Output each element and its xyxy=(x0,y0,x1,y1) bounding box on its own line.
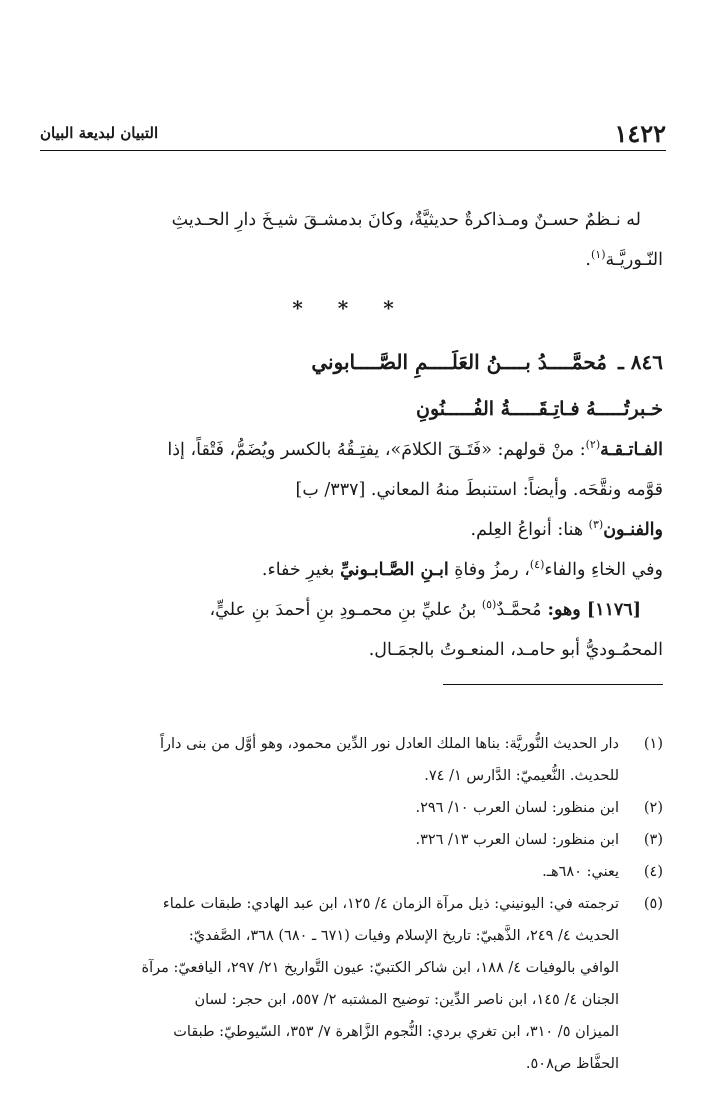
footnote-line: الحديث ٤/ ٢٤٩، الذَّهبيّ: تاريخ الإسلام وفيات (٦٧١ ـ ٦٨٠) ٣٦٨، الصَّفديّ: xyxy=(188,928,619,944)
biography-number: [١١٧٦] xyxy=(586,600,641,620)
footnote-line: ابن منظور: لسان العرب ١٠/ ٢٩٦. xyxy=(415,800,619,816)
footnote-line: يعني: ٦٨٠هـ. xyxy=(542,864,619,880)
footnote xyxy=(37,728,663,792)
footnote-line: دار الحديث النُّوريَّة: بناها الملك العادل نور الدِّين محمود، وهو أوَّل من بنى داراً xyxy=(159,736,619,752)
footnote-line: الوافي بالوفيات ٤/ ١٨٨، ابن شاكر الكتبيّ: عيون التَّواريخ ٢١/ ٢٩٧، اليافعيّ: مرآة xyxy=(141,960,619,976)
footnote-ref[interactable]: (٢) xyxy=(585,438,601,452)
biography-name: مُحمَّـدٌ xyxy=(496,600,542,620)
khaa-paragraph: وفي الخاءِ والفاء$^{(٤)}$، رمزُ وفاةِ ابـنِ الصَّـابـونيِّ بغيرِ خفاء. xyxy=(261,558,663,580)
footnote-line: ابن منظور: لسان العرب ١٣/ ٣٢٦. xyxy=(415,832,619,848)
footnotes xyxy=(37,728,663,1080)
footnote xyxy=(37,888,663,1080)
previous-entry-line-2: النّـوريَّـة$^{(١)}$. xyxy=(585,248,663,270)
page-number: ١٤٢٢ xyxy=(614,118,666,148)
footnote-ref[interactable]: (٤) xyxy=(529,558,545,572)
footnote-ref[interactable]: (١) xyxy=(591,248,606,262)
footnote-separator xyxy=(443,684,663,685)
biography-paragraph: [١١٧٦] وهو: مُحمَّـدٌ$^{(٥)}$ بنُ عليِّ بنِ محمـودِ بنِ أحمدَ بنِ عليٍّ، xyxy=(209,598,641,620)
footnote-number: (٣) xyxy=(643,832,663,848)
entry-heading xyxy=(37,336,663,388)
section-separator: * * * xyxy=(292,296,408,320)
fatiqa-paragraph-cont: قوَّمه ونقَّحَه. وأيضاً: استنبطَ منهُ المعاني. [٣٣٧/ ب] xyxy=(295,480,663,500)
footnote-number: (٤) xyxy=(643,864,663,880)
running-title: التبيان لبديعة البيان xyxy=(40,124,159,142)
footnote xyxy=(37,792,663,824)
previous-entry-line-1: له نـظمٌ حسـنٌ ومـذاكرةٌ حديثيَّةٌ، وكانَ بدمشـقَ شيـخَ دارِ الحـديثِ xyxy=(171,210,641,230)
footnote-ref[interactable]: (٣) xyxy=(588,518,604,532)
footnote-ref[interactable]: (٥) xyxy=(481,598,497,612)
biography-paragraph-cont: المحمُـوديُّ أبو حامـد، المنعـوتُ بالجمَـال. xyxy=(368,640,663,660)
footnote-line: للحديث. النُّعيميّ: الدَّارس ١/ ٧٤. xyxy=(424,768,619,784)
funun-paragraph: والفنـون$^{(٣)}$ هنا: أنواعُ العِلم. xyxy=(470,518,663,540)
footnote-line: ترجمته في: اليونيني: ذيل مرآة الزمان ٤/ ١٢٥، ابن عبد الهادي: طبقات علماء xyxy=(162,896,619,912)
footnote xyxy=(37,856,663,888)
entry-name: مُحمَّــــدُ بــــنُ العَلَــــمِ الصَّــــابوني xyxy=(311,350,607,374)
footnote-line: الحفَّاظ ص٥٠٨. xyxy=(525,1056,619,1072)
fatiqa-term: الفـاتـقـة xyxy=(600,440,663,460)
fatiqa-paragraph: الفـاتـقـة$^{(٢)}$: منْ قولهم: «فَتَـقَ الكلامَ»، يفتِـقُهُ بالكسر ويُضَمُّ، فَتْقاً، إذا xyxy=(167,438,663,460)
funun-term: والفنـون xyxy=(603,520,663,540)
footnote-number: (٢) xyxy=(643,800,663,816)
footnote-number: (٥) xyxy=(643,896,663,912)
footnote xyxy=(37,824,663,856)
page-header xyxy=(40,116,666,151)
main-text xyxy=(37,200,663,670)
entry-subtitle: خـبرتُـــــهُ فـاتِـقَـــــةُ الفُـــــنُونِ xyxy=(416,398,663,420)
footnote-number: (١) xyxy=(643,736,663,752)
name-ibn-al-sabuni: ابـنِ الصَّـابـونيِّ xyxy=(340,560,449,580)
footnote-line: الميزان ٥/ ٣١٠، ابن تغري بردي: النُّجوم الزَّاهرة ٧/ ٣٥٣، السّيوطيّ: طبقات xyxy=(173,1024,619,1040)
footnote-line: الجنان ٤/ ١٤٥، ابن ناصر الدِّين: توضيح المشتبه ٢/ ٥٥٧، ابن حجر: لسان xyxy=(194,992,619,1008)
entry-number: ٨٤٦ ـ xyxy=(617,350,663,374)
